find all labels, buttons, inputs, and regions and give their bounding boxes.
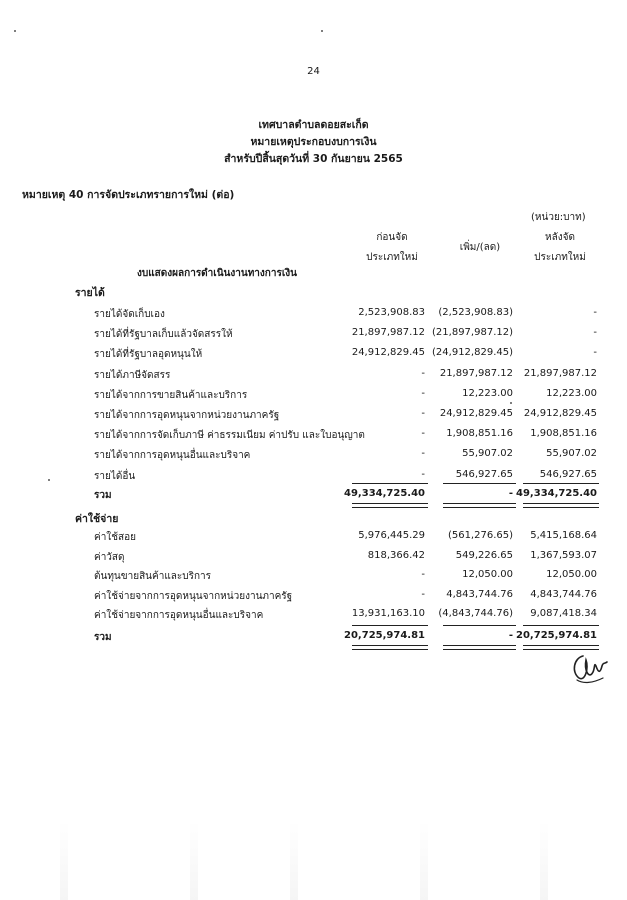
revenue-change-value: (24,912,829.45) bbox=[432, 347, 513, 359]
revenue-change-value: 21,897,987.12 bbox=[439, 367, 513, 379]
rule-before-top bbox=[352, 483, 428, 484]
revenue-after-value: - bbox=[593, 347, 597, 359]
expense-total-after: 20,725,974.81 bbox=[516, 630, 597, 641]
revenue-after-value: 24,912,829.45 bbox=[523, 408, 597, 419]
revenue-before-value: - bbox=[421, 428, 425, 440]
revenue-row bbox=[0, 388, 627, 406]
scan-speck bbox=[321, 30, 323, 32]
revenue-before-value: 24,912,829.45 bbox=[351, 347, 425, 359]
section-revenue-title: รายได้ bbox=[75, 287, 105, 299]
revenue-label: รายได้จากการอุดหนุนอื่นและบริจาค bbox=[94, 450, 251, 462]
rule-exp-after-top bbox=[523, 625, 599, 626]
signature-initials bbox=[569, 650, 609, 686]
revenue-total-label: รวม bbox=[94, 490, 112, 501]
revenue-row bbox=[0, 368, 627, 386]
revenue-change-value: (21,897,987.12) bbox=[432, 327, 513, 339]
expense-before-value: 13,931,163.10 bbox=[351, 608, 425, 620]
revenue-label: รายได้ที่รัฐบาลอุดหนุนให้ bbox=[94, 349, 203, 361]
expense-total-change: - bbox=[508, 630, 513, 641]
expense-change-value: 549,226.65 bbox=[455, 549, 513, 561]
revenue-label: รายได้อื่น bbox=[94, 470, 136, 482]
expense-change-value: (561,276.65) bbox=[447, 530, 513, 541]
revenue-after-value: 12,223.00 bbox=[546, 387, 597, 399]
revenue-row bbox=[0, 448, 627, 466]
doc-title: หมายเหตุประกอบงบการเงิน bbox=[250, 136, 377, 148]
section-expense-title: ค่าใช้จ่าย bbox=[75, 513, 119, 525]
expense-label: ค่าใช้จ่ายจากการอุดหนุนจากหน่วยงานภาครัฐ bbox=[94, 590, 293, 602]
scan-shadow bbox=[290, 820, 298, 900]
rule-after-double bbox=[523, 503, 599, 508]
scan-shadow bbox=[190, 820, 198, 900]
revenue-label: รายได้จัดเก็บเอง bbox=[94, 309, 165, 320]
scan-speck bbox=[14, 30, 16, 32]
revenue-before-value: - bbox=[421, 367, 425, 379]
revenue-label: รายได้จากการขายสินค้าและบริการ bbox=[94, 389, 248, 401]
rule-exp-change-double bbox=[443, 645, 516, 650]
expense-label: ค่าใช้สอย bbox=[94, 532, 136, 543]
revenue-change-value: 1,908,851.16 bbox=[446, 428, 513, 440]
expense-after-value: 4,843,744.76 bbox=[530, 588, 597, 600]
revenue-change-value: 12,223.00 bbox=[462, 387, 513, 399]
expense-total-before: 20,725,974.81 bbox=[344, 630, 425, 641]
expense-label: ต้นทุนขายสินค้าและบริการ bbox=[94, 571, 212, 583]
expense-change-value: 4,843,744.76 bbox=[446, 588, 513, 600]
revenue-change-value: (2,523,908.83) bbox=[438, 307, 513, 318]
revenue-total-change: - bbox=[508, 488, 513, 499]
expense-row bbox=[0, 530, 627, 548]
revenue-label: รายได้ที่รัฐบาลเก็บแล้วจัดสรรให้ bbox=[94, 329, 233, 341]
revenue-before-value: - bbox=[421, 468, 425, 480]
expense-change-value: (4,843,744.76) bbox=[438, 608, 513, 620]
revenue-after-value: 21,897,987.12 bbox=[523, 367, 597, 379]
scan-shadow bbox=[420, 820, 428, 900]
col-header-after-line1: หลังจัด bbox=[545, 232, 575, 243]
revenue-before-value: 21,897,987.12 bbox=[351, 327, 425, 339]
expense-before-value: 818,366.42 bbox=[367, 549, 425, 561]
expense-label: ค่าใช้จ่ายจากการอุดหนุนอื่นและบริจาค bbox=[94, 610, 264, 622]
rule-after-top bbox=[523, 483, 599, 484]
scan-speck bbox=[48, 479, 50, 481]
revenue-after-value: 1,908,851.16 bbox=[530, 428, 597, 440]
rule-change-top bbox=[443, 483, 516, 484]
expense-before-value: - bbox=[421, 569, 425, 581]
expense-row bbox=[0, 589, 627, 607]
col-header-after bbox=[520, 228, 600, 268]
unit-label: (หน่วย:บาท) bbox=[531, 212, 586, 223]
org-name: เทศบาลตำบลดอยสะเก็ด bbox=[258, 119, 369, 131]
scan-shadow bbox=[60, 820, 68, 900]
note-title: หมายเหตุ 40 การจัดประเภทรายการใหม่ (ต่อ) bbox=[22, 189, 235, 201]
revenue-change-value: 55,907.02 bbox=[462, 448, 513, 460]
expense-after-value: 1,367,593.07 bbox=[530, 549, 597, 561]
revenue-row bbox=[0, 307, 627, 325]
rule-change-double bbox=[443, 503, 516, 508]
col-header-after-line2: ประเภทใหม่ bbox=[534, 252, 586, 263]
col-header-change: เพิ่ม/(ลด) bbox=[459, 242, 501, 253]
scan-speck bbox=[510, 402, 512, 404]
revenue-change-value: 24,912,829.45 bbox=[439, 408, 513, 419]
revenue-total-after: 49,334,725.40 bbox=[516, 488, 597, 499]
col-header-before-line2: ประเภทใหม่ bbox=[366, 252, 418, 263]
expense-change-value: 12,050.00 bbox=[462, 569, 513, 581]
col-header-before-line1: ก่อนจัด bbox=[376, 232, 408, 243]
expense-after-value: 12,050.00 bbox=[546, 569, 597, 581]
revenue-before-value: - bbox=[421, 387, 425, 399]
expense-before-value: - bbox=[421, 588, 425, 600]
revenue-after-value: 55,907.02 bbox=[546, 448, 597, 460]
revenue-total-before: 49,334,725.40 bbox=[344, 488, 425, 499]
revenue-before-value: 2,523,908.83 bbox=[358, 307, 425, 318]
revenue-after-value: 546,927.65 bbox=[539, 468, 597, 480]
page-number: 24 bbox=[307, 66, 320, 77]
statement-title: งบแสดงผลการดำเนินงานทางการเงิน bbox=[137, 268, 297, 279]
rule-before-double bbox=[352, 503, 428, 508]
expense-total-label: รวม bbox=[94, 632, 112, 643]
revenue-label: รายได้จากการจัดเก็บภาษี ค่าธรรมเนียม ค่าปรับ และใบอนุญาต bbox=[94, 430, 365, 442]
revenue-change-value: 546,927.65 bbox=[455, 468, 513, 480]
expense-label: ค่าวัสดุ bbox=[94, 551, 125, 563]
revenue-before-value: - bbox=[421, 448, 425, 460]
expense-row bbox=[0, 608, 627, 626]
revenue-after-value: - bbox=[593, 327, 597, 339]
col-header-before bbox=[352, 228, 432, 268]
rule-exp-change-top bbox=[443, 625, 516, 626]
expense-row bbox=[0, 569, 627, 587]
rule-exp-before-double bbox=[352, 645, 428, 650]
expense-before-value: 5,976,445.29 bbox=[358, 530, 425, 541]
revenue-row bbox=[0, 327, 627, 345]
revenue-row bbox=[0, 428, 627, 446]
scan-shadow bbox=[540, 820, 548, 900]
expense-after-value: 5,415,168.64 bbox=[530, 530, 597, 541]
revenue-label: รายได้ภาษีจัดสรร bbox=[94, 369, 171, 381]
revenue-row bbox=[0, 408, 627, 426]
rule-exp-before-top bbox=[352, 625, 428, 626]
expense-after-value: 9,087,418.34 bbox=[530, 608, 597, 620]
revenue-label: รายได้จากการอุดหนุนจากหน่วยงานภาครัฐ bbox=[94, 410, 280, 421]
revenue-before-value: - bbox=[421, 408, 425, 419]
revenue-after-value: - bbox=[593, 307, 597, 318]
expense-row bbox=[0, 550, 627, 568]
period-title: สำหรับปีสิ้นสุดวันที่ 30 กันยายน 2565 bbox=[224, 153, 403, 165]
revenue-row bbox=[0, 347, 627, 365]
